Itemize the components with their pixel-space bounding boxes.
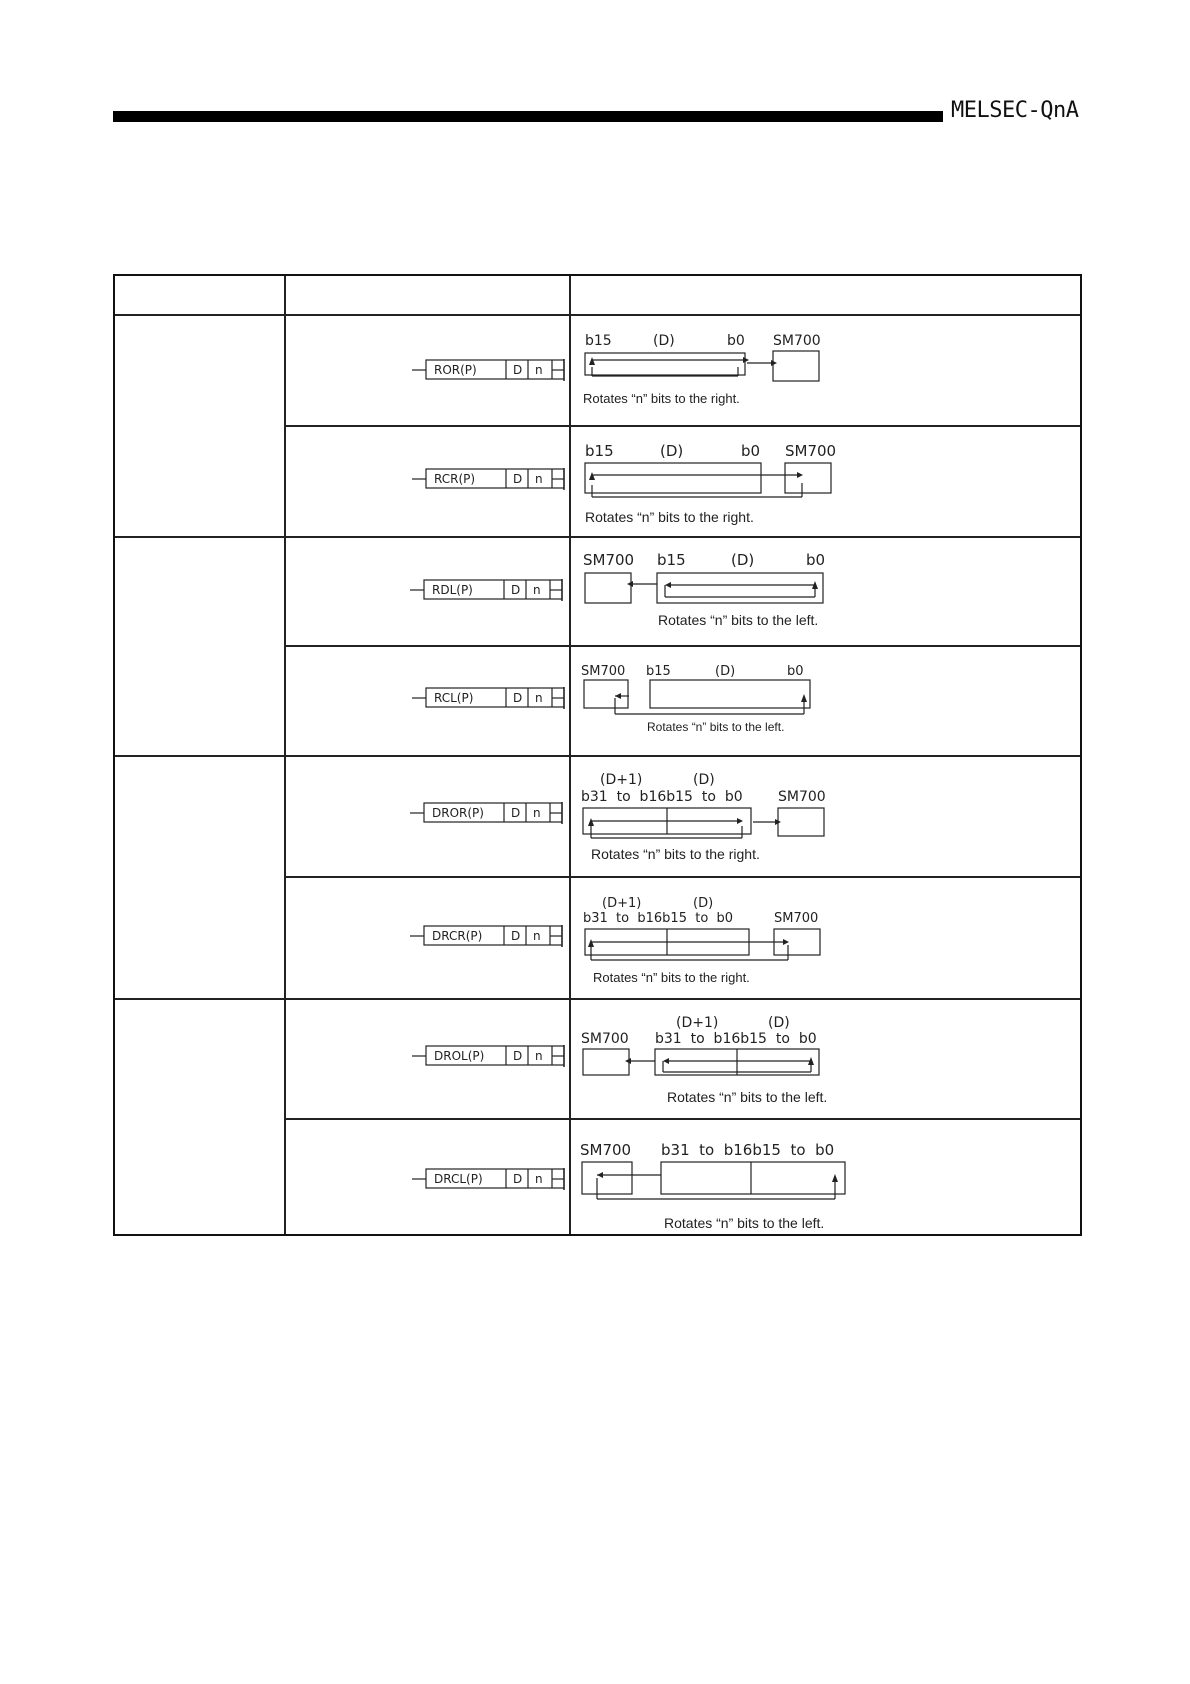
header-row-divider [115, 314, 1080, 316]
diagram-caption: Rotates “n” bits to the right. [593, 970, 750, 985]
diagram-caption: Rotates “n” bits to the right. [583, 391, 740, 406]
label-b0: b0 [727, 333, 745, 349]
label-bit-range: b31 to b16b15 to b0 [581, 789, 743, 805]
operand-n: n [533, 806, 541, 820]
instruction-name: RCR(P) [434, 472, 476, 486]
label-b0: b0 [806, 551, 826, 569]
diagram-caption: Rotates “n” bits to the right. [585, 509, 754, 525]
page-header-title: MELSEC-QnA [951, 98, 1079, 123]
label-bit-range: b31 to b16b15 to b0 [583, 911, 734, 926]
operand-d: D [513, 1049, 523, 1063]
label-sm700: SM700 [581, 664, 626, 679]
instruction-name: ROR(P) [434, 363, 477, 377]
diagram-caption: Rotates “n” bits to the left. [664, 1215, 825, 1231]
label-d-plus-1: (D+1) [676, 1015, 719, 1031]
label-sm700: SM700 [785, 442, 837, 460]
instruction-name: DROL(P) [434, 1049, 485, 1063]
operand-n: n [535, 691, 543, 705]
operand-n: n [535, 472, 543, 486]
label-sm700: SM700 [778, 789, 826, 805]
ladder-symbol-dror [408, 798, 568, 828]
instruction-name: RCL(P) [434, 691, 474, 705]
label-d: (D) [731, 551, 755, 569]
row-divider [284, 645, 1080, 647]
instruction-name: RDL(P) [432, 583, 473, 597]
label-b15: b15 [585, 442, 614, 460]
row-divider [284, 425, 1080, 427]
label-b15: b15 [585, 333, 612, 349]
ladder-symbol-ror [410, 355, 570, 385]
label-bit-range: b31 to b16b15 to b0 [655, 1031, 817, 1047]
row-divider [284, 876, 1080, 878]
operand-n: n [533, 583, 541, 597]
label-d: (D) [653, 333, 675, 349]
ladder-symbol-rcl [410, 683, 570, 713]
label-sm700: SM700 [583, 551, 635, 569]
label-sm700: SM700 [580, 1141, 632, 1159]
operand-d: D [513, 1172, 523, 1186]
label-bit-range: b31 to b16b15 to b0 [661, 1141, 835, 1159]
label-sm700: SM700 [774, 911, 819, 926]
instruction-name: DRCR(P) [432, 929, 483, 943]
label-b15: b15 [646, 664, 671, 679]
operand-d: D [511, 929, 521, 943]
ladder-symbol-rdl [408, 575, 568, 605]
ladder-symbol-drcr [408, 921, 568, 951]
operand-d: D [513, 363, 523, 377]
bit-diagram-drcl [575, 1138, 875, 1233]
bit-diagram-drcr [575, 893, 875, 993]
operand-d: D [511, 806, 521, 820]
label-d: (D) [660, 442, 684, 460]
header-rule [113, 111, 943, 122]
ladder-symbol-drcl [410, 1164, 570, 1194]
bit-diagram-rdl [575, 545, 875, 635]
group-divider [115, 998, 1080, 1000]
bit-diagram-rcl [575, 658, 875, 743]
label-d: (D) [715, 664, 736, 679]
row-divider [284, 1118, 1080, 1120]
label-d: (D) [693, 896, 714, 911]
label-b0: b0 [787, 664, 804, 679]
label-b15: b15 [657, 551, 686, 569]
label-d-plus-1: (D+1) [602, 896, 642, 911]
instruction-name: DRCL(P) [434, 1172, 483, 1186]
group-divider [115, 755, 1080, 757]
ladder-symbol-rcr [410, 464, 570, 494]
instruction-name: DROR(P) [432, 806, 484, 820]
operand-d: D [511, 583, 521, 597]
operand-n: n [535, 1172, 543, 1186]
operand-n: n [535, 363, 543, 377]
label-b0: b0 [741, 442, 761, 460]
diagram-caption: Rotates “n” bits to the left. [658, 612, 819, 628]
label-d: (D) [768, 1015, 790, 1031]
diagram-caption: Rotates “n” bits to the left. [667, 1089, 828, 1105]
diagram-caption: Rotates “n” bits to the left. [647, 720, 785, 734]
label-sm700: SM700 [581, 1031, 629, 1047]
label-d: (D) [693, 772, 715, 788]
bit-diagram-ror [575, 325, 875, 415]
operand-d: D [513, 691, 523, 705]
operand-d: D [513, 472, 523, 486]
bit-diagram-drol [575, 1013, 875, 1113]
bit-diagram-dror [575, 768, 875, 868]
operand-n: n [535, 1049, 543, 1063]
operand-n: n [533, 929, 541, 943]
diagram-caption: Rotates “n” bits to the right. [591, 846, 760, 862]
group-divider [115, 536, 1080, 538]
label-d-plus-1: (D+1) [600, 772, 643, 788]
label-sm700: SM700 [773, 333, 821, 349]
bit-diagram-rcr [575, 435, 875, 530]
ladder-symbol-drol [410, 1041, 570, 1071]
